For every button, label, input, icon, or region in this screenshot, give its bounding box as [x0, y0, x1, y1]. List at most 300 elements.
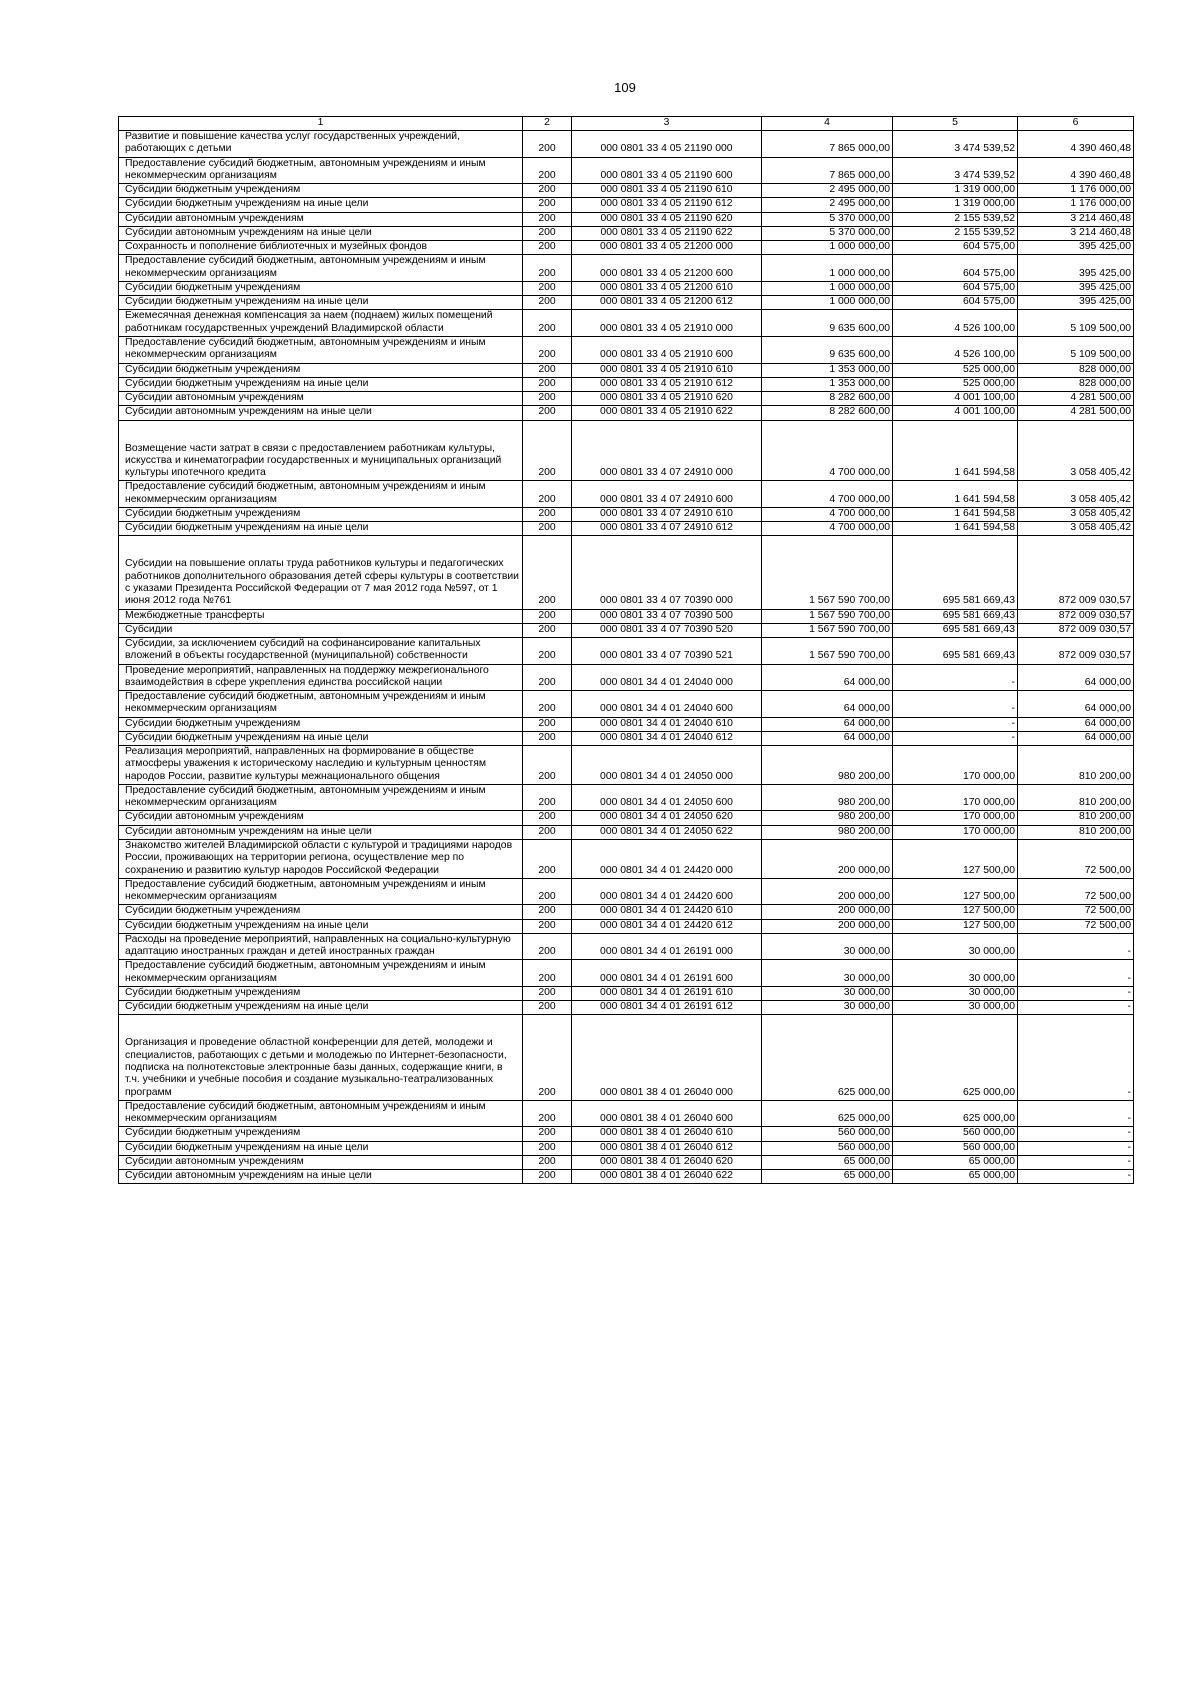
column-header-2: 2 — [523, 117, 572, 131]
row-line-code-cell: 200 — [523, 131, 572, 158]
table-row — [119, 905, 1134, 919]
row-executed-cell: 1 319 000,00 — [893, 184, 1018, 198]
row-budget-code-cell: 000 0801 34 4 01 24420 610 — [572, 905, 762, 919]
table-body — [119, 131, 1134, 1184]
row-line-code-cell: 200 — [523, 960, 572, 987]
row-remaining-cell: 4 390 460,48 — [1018, 157, 1134, 184]
row-line-code-cell: 200 — [523, 811, 572, 825]
row-executed-cell: 170 000,00 — [893, 811, 1018, 825]
row-name-cell: Предоставление субсидий бюджетным, автономным учреждениям и иным некоммерческим организациям — [119, 481, 523, 508]
row-executed-cell: 3 474 539,52 — [893, 131, 1018, 158]
row-line-code-cell: 200 — [523, 157, 572, 184]
row-approved-cell: 7 865 000,00 — [762, 131, 893, 158]
row-approved-cell: 9 635 600,00 — [762, 336, 893, 363]
row-remaining-cell: - — [1018, 1155, 1134, 1169]
row-executed-cell: 625 000,00 — [893, 1100, 1018, 1127]
table-row — [119, 1141, 1134, 1155]
row-budget-code-cell: 000 0801 33 4 05 21190 600 — [572, 157, 762, 184]
row-approved-cell: 2 495 000,00 — [762, 184, 893, 198]
row-executed-cell: 4 001 100,00 — [893, 406, 1018, 420]
table-row — [119, 717, 1134, 731]
row-name-cell: Субсидии автономным учреждениям — [119, 392, 523, 406]
table-row — [119, 420, 1134, 481]
row-remaining-cell: - — [1018, 986, 1134, 1000]
row-name-cell: Субсидии на повышение оплаты труда работников культуры и педагогических работников дополнительного образования детей сферы культуры в соответствии с указами Президента Российской Федерации от 7 мая 2012 года №597, от 1 июня 2012 года №761 — [119, 536, 523, 609]
row-executed-cell: 65 000,00 — [893, 1155, 1018, 1169]
row-budget-code-cell: 000 0801 33 4 07 24910 600 — [572, 481, 762, 508]
row-approved-cell: 980 200,00 — [762, 784, 893, 811]
row-executed-cell: 127 500,00 — [893, 919, 1018, 933]
row-budget-code-cell: 000 0801 34 4 01 24420 600 — [572, 878, 762, 905]
row-name-cell: Ежемесячная денежная компенсация за наем (поднаем) жилых помещений работникам государственных учреждений Владимирской области — [119, 310, 523, 337]
row-budget-code-cell: 000 0801 33 4 05 21200 000 — [572, 241, 762, 255]
row-line-code-cell: 200 — [523, 1155, 572, 1169]
table-row — [119, 281, 1134, 295]
row-line-code-cell: 200 — [523, 986, 572, 1000]
row-line-code-cell: 200 — [523, 1001, 572, 1015]
row-budget-code-cell: 000 0801 34 4 01 24420 000 — [572, 840, 762, 879]
table-row — [119, 1100, 1134, 1127]
row-budget-code-cell: 000 0801 33 4 05 21910 610 — [572, 363, 762, 377]
row-line-code-cell: 200 — [523, 1141, 572, 1155]
row-approved-cell: 8 282 600,00 — [762, 406, 893, 420]
table-row — [119, 1001, 1134, 1015]
row-name-cell: Расходы на проведение мероприятий, направленных на социально-культурную адаптацию иностранных граждан и детей иностранных граждан — [119, 933, 523, 960]
row-executed-cell: 1 641 594,58 — [893, 420, 1018, 481]
row-approved-cell: 64 000,00 — [762, 731, 893, 745]
row-line-code-cell: 200 — [523, 746, 572, 785]
row-budget-code-cell: 000 0801 33 4 07 70390 500 — [572, 609, 762, 623]
row-budget-code-cell: 000 0801 33 4 05 21910 000 — [572, 310, 762, 337]
table-row — [119, 184, 1134, 198]
row-line-code-cell: 200 — [523, 377, 572, 391]
row-name-cell: Субсидии бюджетным учреждениям на иные цели — [119, 919, 523, 933]
row-approved-cell: 30 000,00 — [762, 1001, 893, 1015]
table-row — [119, 406, 1134, 420]
row-remaining-cell: 810 200,00 — [1018, 784, 1134, 811]
row-name-cell: Субсидии бюджетным учреждениям — [119, 717, 523, 731]
row-name-cell: Предоставление субсидий бюджетным, автономным учреждениям и иным некоммерческим организациям — [119, 1100, 523, 1127]
row-remaining-cell: 3 058 405,42 — [1018, 507, 1134, 521]
row-executed-cell: 1 641 594,58 — [893, 507, 1018, 521]
row-executed-cell: - — [893, 731, 1018, 745]
row-budget-code-cell: 000 0801 33 4 05 21190 610 — [572, 184, 762, 198]
row-remaining-cell: 5 109 500,00 — [1018, 336, 1134, 363]
row-executed-cell: 2 155 539,52 — [893, 226, 1018, 240]
row-line-code-cell: 200 — [523, 392, 572, 406]
row-remaining-cell: 5 109 500,00 — [1018, 310, 1134, 337]
row-remaining-cell: 395 425,00 — [1018, 281, 1134, 295]
row-remaining-cell: 72 500,00 — [1018, 840, 1134, 879]
row-budget-code-cell: 000 0801 34 4 01 26191 600 — [572, 960, 762, 987]
row-line-code-cell: 200 — [523, 281, 572, 295]
row-name-cell: Субсидии — [119, 623, 523, 637]
row-remaining-cell: 64 000,00 — [1018, 664, 1134, 691]
row-executed-cell: 1 319 000,00 — [893, 198, 1018, 212]
row-budget-code-cell: 000 0801 33 4 05 21190 622 — [572, 226, 762, 240]
row-remaining-cell: 1 176 000,00 — [1018, 198, 1134, 212]
row-executed-cell: 604 575,00 — [893, 255, 1018, 282]
row-budget-code-cell: 000 0801 38 4 01 26040 600 — [572, 1100, 762, 1127]
row-line-code-cell: 200 — [523, 241, 572, 255]
row-budget-code-cell: 000 0801 34 4 01 26191 610 — [572, 986, 762, 1000]
row-budget-code-cell: 000 0801 38 4 01 26040 622 — [572, 1170, 762, 1184]
row-line-code-cell: 200 — [523, 184, 572, 198]
row-name-cell: Проведение мероприятий, направленных на поддержку межрегионального взаимодействия в сфере укрепления единства российской нации — [119, 664, 523, 691]
row-remaining-cell: - — [1018, 1001, 1134, 1015]
row-line-code-cell: 200 — [523, 406, 572, 420]
row-approved-cell: 1 000 000,00 — [762, 281, 893, 295]
row-approved-cell: 5 370 000,00 — [762, 212, 893, 226]
row-approved-cell: 625 000,00 — [762, 1015, 893, 1100]
row-budget-code-cell: 000 0801 34 4 01 24040 610 — [572, 717, 762, 731]
row-name-cell: Знакомство жителей Владимирской области с культурой и традициями народов России, проживающих на территории региона, осуществление мер по сохранению и развитию культур народов Российской Федерации — [119, 840, 523, 879]
row-name-cell: Субсидии автономным учреждениям на иные цели — [119, 1170, 523, 1184]
row-remaining-cell: - — [1018, 1100, 1134, 1127]
row-approved-cell: 65 000,00 — [762, 1170, 893, 1184]
row-remaining-cell: 4 390 460,48 — [1018, 131, 1134, 158]
row-approved-cell: 4 700 000,00 — [762, 522, 893, 536]
table-row — [119, 731, 1134, 745]
row-line-code-cell: 200 — [523, 522, 572, 536]
row-budget-code-cell: 000 0801 33 4 07 70390 521 — [572, 638, 762, 665]
table-row — [119, 811, 1134, 825]
row-remaining-cell: 872 009 030,57 — [1018, 623, 1134, 637]
row-name-cell: Субсидии бюджетным учреждениям — [119, 1127, 523, 1141]
row-budget-code-cell: 000 0801 33 4 07 70390 520 — [572, 623, 762, 637]
row-budget-code-cell: 000 0801 33 4 07 70390 000 — [572, 536, 762, 609]
row-approved-cell: 1 000 000,00 — [762, 241, 893, 255]
row-line-code-cell: 200 — [523, 691, 572, 718]
row-approved-cell: 200 000,00 — [762, 840, 893, 879]
row-budget-code-cell: 000 0801 33 4 05 21190 620 — [572, 212, 762, 226]
row-executed-cell: 560 000,00 — [893, 1127, 1018, 1141]
row-remaining-cell: 872 009 030,57 — [1018, 638, 1134, 665]
column-header-6: 6 — [1018, 117, 1134, 131]
row-approved-cell: 1 353 000,00 — [762, 363, 893, 377]
row-remaining-cell: - — [1018, 1141, 1134, 1155]
row-budget-code-cell: 000 0801 33 4 05 21190 612 — [572, 198, 762, 212]
row-approved-cell: 200 000,00 — [762, 905, 893, 919]
row-remaining-cell: 872 009 030,57 — [1018, 536, 1134, 609]
table-row — [119, 296, 1134, 310]
row-approved-cell: 625 000,00 — [762, 1100, 893, 1127]
table-row — [119, 933, 1134, 960]
table-row — [119, 392, 1134, 406]
row-budget-code-cell: 000 0801 34 4 01 24040 000 — [572, 664, 762, 691]
row-budget-code-cell: 000 0801 33 4 07 24910 612 — [572, 522, 762, 536]
table-row — [119, 664, 1134, 691]
row-executed-cell: 1 641 594,58 — [893, 481, 1018, 508]
table-row — [119, 198, 1134, 212]
row-executed-cell: 127 500,00 — [893, 905, 1018, 919]
row-line-code-cell: 200 — [523, 1100, 572, 1127]
row-executed-cell: 604 575,00 — [893, 281, 1018, 295]
row-name-cell: Субсидии бюджетным учреждениям — [119, 184, 523, 198]
row-remaining-cell: 64 000,00 — [1018, 717, 1134, 731]
row-executed-cell: 695 581 669,43 — [893, 638, 1018, 665]
column-header-4: 4 — [762, 117, 893, 131]
table-row — [119, 623, 1134, 637]
table-row — [119, 960, 1134, 987]
row-remaining-cell: 3 214 460,48 — [1018, 226, 1134, 240]
row-remaining-cell: 395 425,00 — [1018, 241, 1134, 255]
table-row — [119, 1127, 1134, 1141]
row-remaining-cell: 72 500,00 — [1018, 919, 1134, 933]
row-name-cell: Субсидии автономным учреждениям на иные цели — [119, 406, 523, 420]
row-name-cell: Предоставление субсидий бюджетным, автономным учреждениям и иным некоммерческим организациям — [119, 336, 523, 363]
column-header-1: 1 — [119, 117, 523, 131]
row-name-cell: Субсидии автономным учреждениям на иные цели — [119, 226, 523, 240]
table-row — [119, 609, 1134, 623]
row-approved-cell: 980 200,00 — [762, 811, 893, 825]
row-line-code-cell: 200 — [523, 310, 572, 337]
table-row — [119, 377, 1134, 391]
row-name-cell: Предоставление субсидий бюджетным, автономным учреждениям и иным некоммерческим организациям — [119, 255, 523, 282]
row-remaining-cell: 64 000,00 — [1018, 731, 1134, 745]
row-name-cell: Субсидии автономным учреждениям — [119, 1155, 523, 1169]
table-row — [119, 691, 1134, 718]
row-name-cell: Сохранность и пополнение библиотечных и музейных фондов — [119, 241, 523, 255]
table-row — [119, 226, 1134, 240]
row-remaining-cell: 4 281 500,00 — [1018, 406, 1134, 420]
row-line-code-cell: 200 — [523, 717, 572, 731]
row-approved-cell: 30 000,00 — [762, 933, 893, 960]
row-budget-code-cell: 000 0801 34 4 01 26191 000 — [572, 933, 762, 960]
table-row — [119, 1015, 1134, 1100]
budget-execution-table — [118, 116, 1134, 1184]
row-executed-cell: 4 001 100,00 — [893, 392, 1018, 406]
row-executed-cell: - — [893, 691, 1018, 718]
row-remaining-cell: 3 058 405,42 — [1018, 522, 1134, 536]
row-name-cell: Реализация мероприятий, направленных на формирование в обществе атмосферы уважения к историческому наследию и культурным ценностям народов России, развитие культуры межнационального общения — [119, 746, 523, 785]
row-line-code-cell: 200 — [523, 664, 572, 691]
row-approved-cell: 980 200,00 — [762, 825, 893, 839]
row-name-cell: Предоставление субсидий бюджетным, автономным учреждениям и иным некоммерческим организациям — [119, 157, 523, 184]
row-approved-cell: 1 567 590 700,00 — [762, 623, 893, 637]
row-executed-cell: 30 000,00 — [893, 1001, 1018, 1015]
row-executed-cell: 170 000,00 — [893, 784, 1018, 811]
row-executed-cell: 525 000,00 — [893, 363, 1018, 377]
row-remaining-cell: 3 058 405,42 — [1018, 420, 1134, 481]
table-row — [119, 481, 1134, 508]
row-name-cell: Субсидии бюджетным учреждениям — [119, 905, 523, 919]
row-remaining-cell: 72 500,00 — [1018, 878, 1134, 905]
row-executed-cell: 127 500,00 — [893, 840, 1018, 879]
row-approved-cell: 64 000,00 — [762, 717, 893, 731]
row-line-code-cell: 200 — [523, 255, 572, 282]
row-name-cell: Субсидии, за исключением субсидий на софинансирование капитальных вложений в объекты государственной (муниципальной) собственности — [119, 638, 523, 665]
row-remaining-cell: 72 500,00 — [1018, 905, 1134, 919]
row-remaining-cell: 810 200,00 — [1018, 746, 1134, 785]
row-executed-cell: 170 000,00 — [893, 825, 1018, 839]
row-line-code-cell: 200 — [523, 878, 572, 905]
row-executed-cell: 525 000,00 — [893, 377, 1018, 391]
row-remaining-cell: 1 176 000,00 — [1018, 184, 1134, 198]
row-remaining-cell: 4 281 500,00 — [1018, 392, 1134, 406]
row-line-code-cell: 200 — [523, 1127, 572, 1141]
row-line-code-cell: 200 — [523, 296, 572, 310]
row-budget-code-cell: 000 0801 34 4 01 24420 612 — [572, 919, 762, 933]
row-name-cell: Субсидии автономным учреждениям — [119, 811, 523, 825]
row-approved-cell: 30 000,00 — [762, 960, 893, 987]
row-name-cell: Межбюджетные трансферты — [119, 609, 523, 623]
row-name-cell: Субсидии бюджетным учреждениям на иные цели — [119, 1001, 523, 1015]
row-name-cell: Субсидии бюджетным учреждениям на иные цели — [119, 522, 523, 536]
row-line-code-cell: 200 — [523, 420, 572, 481]
table-row — [119, 746, 1134, 785]
row-line-code-cell: 200 — [523, 536, 572, 609]
row-executed-cell: 695 581 669,43 — [893, 609, 1018, 623]
row-remaining-cell: 395 425,00 — [1018, 296, 1134, 310]
row-executed-cell: 127 500,00 — [893, 878, 1018, 905]
row-budget-code-cell: 000 0801 38 4 01 26040 612 — [572, 1141, 762, 1155]
row-budget-code-cell: 000 0801 33 4 05 21190 000 — [572, 131, 762, 158]
row-name-cell: Субсидии бюджетным учреждениям на иные цели — [119, 198, 523, 212]
table-row — [119, 919, 1134, 933]
row-approved-cell: 9 635 600,00 — [762, 310, 893, 337]
table-row — [119, 1155, 1134, 1169]
table-row — [119, 522, 1134, 536]
row-budget-code-cell: 000 0801 34 4 01 24050 600 — [572, 784, 762, 811]
table-row — [119, 507, 1134, 521]
row-name-cell: Субсидии бюджетным учреждениям — [119, 363, 523, 377]
row-remaining-cell: 828 000,00 — [1018, 363, 1134, 377]
row-remaining-cell: - — [1018, 1015, 1134, 1100]
row-remaining-cell: 828 000,00 — [1018, 377, 1134, 391]
row-budget-code-cell: 000 0801 33 4 05 21910 620 — [572, 392, 762, 406]
row-approved-cell: 30 000,00 — [762, 986, 893, 1000]
row-line-code-cell: 200 — [523, 1170, 572, 1184]
row-budget-code-cell: 000 0801 34 4 01 26191 612 — [572, 1001, 762, 1015]
table-row — [119, 784, 1134, 811]
row-approved-cell: 1 000 000,00 — [762, 255, 893, 282]
row-approved-cell: 560 000,00 — [762, 1127, 893, 1141]
table-row — [119, 638, 1134, 665]
row-budget-code-cell: 000 0801 34 4 01 24050 000 — [572, 746, 762, 785]
table-row — [119, 825, 1134, 839]
row-executed-cell: 604 575,00 — [893, 241, 1018, 255]
row-name-cell: Субсидии бюджетным учреждениям на иные цели — [119, 377, 523, 391]
row-remaining-cell: - — [1018, 1170, 1134, 1184]
row-name-cell: Предоставление субсидий бюджетным, автономным учреждениям и иным некоммерческим организациям — [119, 878, 523, 905]
row-name-cell: Субсидии бюджетным учреждениям — [119, 986, 523, 1000]
row-executed-cell: - — [893, 717, 1018, 731]
table-row — [119, 336, 1134, 363]
row-budget-code-cell: 000 0801 33 4 05 21910 612 — [572, 377, 762, 391]
row-budget-code-cell: 000 0801 33 4 05 21200 610 — [572, 281, 762, 295]
row-executed-cell: 695 581 669,43 — [893, 536, 1018, 609]
row-approved-cell: 7 865 000,00 — [762, 157, 893, 184]
row-remaining-cell: 3 058 405,42 — [1018, 481, 1134, 508]
row-approved-cell: 4 700 000,00 — [762, 420, 893, 481]
table-row — [119, 241, 1134, 255]
row-budget-code-cell: 000 0801 38 4 01 26040 000 — [572, 1015, 762, 1100]
row-executed-cell: 1 641 594,58 — [893, 522, 1018, 536]
row-executed-cell: - — [893, 664, 1018, 691]
row-executed-cell: 65 000,00 — [893, 1170, 1018, 1184]
row-line-code-cell: 200 — [523, 731, 572, 745]
row-executed-cell: 30 000,00 — [893, 933, 1018, 960]
row-name-cell: Субсидии бюджетным учреждениям на иные цели — [119, 296, 523, 310]
row-approved-cell: 1 353 000,00 — [762, 377, 893, 391]
row-executed-cell: 695 581 669,43 — [893, 623, 1018, 637]
row-line-code-cell: 200 — [523, 784, 572, 811]
row-budget-code-cell: 000 0801 38 4 01 26040 620 — [572, 1155, 762, 1169]
table-row — [119, 157, 1134, 184]
table-row — [119, 986, 1134, 1000]
row-line-code-cell: 200 — [523, 933, 572, 960]
row-remaining-cell: 395 425,00 — [1018, 255, 1134, 282]
row-name-cell: Субсидии бюджетным учреждениям — [119, 507, 523, 521]
row-remaining-cell: - — [1018, 1127, 1134, 1141]
table-row — [119, 536, 1134, 609]
table-row — [119, 212, 1134, 226]
column-header-5: 5 — [893, 117, 1018, 131]
row-line-code-cell: 200 — [523, 363, 572, 377]
row-name-cell: Субсидии бюджетным учреждениям на иные цели — [119, 1141, 523, 1155]
row-executed-cell: 560 000,00 — [893, 1141, 1018, 1155]
table-row — [119, 255, 1134, 282]
row-name-cell: Субсидии автономным учреждениям — [119, 212, 523, 226]
row-approved-cell: 64 000,00 — [762, 691, 893, 718]
row-budget-code-cell: 000 0801 33 4 05 21910 622 — [572, 406, 762, 420]
row-name-cell: Предоставление субсидий бюджетным, автономным учреждениям и иным некоммерческим организациям — [119, 784, 523, 811]
row-line-code-cell: 200 — [523, 919, 572, 933]
row-budget-code-cell: 000 0801 34 4 01 24040 612 — [572, 731, 762, 745]
row-name-cell: Развитие и повышение качества услуг государственных учреждений, работающих с детьми — [119, 131, 523, 158]
table-row — [119, 840, 1134, 879]
row-approved-cell: 980 200,00 — [762, 746, 893, 785]
row-executed-cell: 4 526 100,00 — [893, 310, 1018, 337]
row-line-code-cell: 200 — [523, 198, 572, 212]
row-line-code-cell: 200 — [523, 623, 572, 637]
row-budget-code-cell: 000 0801 33 4 05 21200 612 — [572, 296, 762, 310]
row-executed-cell: 4 526 100,00 — [893, 336, 1018, 363]
table-row — [119, 310, 1134, 337]
row-line-code-cell: 200 — [523, 905, 572, 919]
column-header-3: 3 — [572, 117, 762, 131]
row-remaining-cell: 64 000,00 — [1018, 691, 1134, 718]
row-approved-cell: 5 370 000,00 — [762, 226, 893, 240]
row-budget-code-cell: 000 0801 33 4 05 21910 600 — [572, 336, 762, 363]
row-name-cell: Организация и проведение областной конференции для детей, молодежи и специалистов, работающих с детьми и молодежью по Интернет-безопасности, подписка на полнотекстовые электронные базы данных, содержащие книги, в т.ч. учебники и учебные пособия и создание музыкально-театрализованных программ — [119, 1015, 523, 1100]
row-approved-cell: 65 000,00 — [762, 1155, 893, 1169]
row-approved-cell: 4 700 000,00 — [762, 507, 893, 521]
row-executed-cell: 604 575,00 — [893, 296, 1018, 310]
row-approved-cell: 560 000,00 — [762, 1141, 893, 1155]
row-remaining-cell: 810 200,00 — [1018, 825, 1134, 839]
table-row — [119, 363, 1134, 377]
row-approved-cell: 1 567 590 700,00 — [762, 638, 893, 665]
row-remaining-cell: 810 200,00 — [1018, 811, 1134, 825]
row-name-cell: Предоставление субсидий бюджетным, автономным учреждениям и иным некоммерческим организациям — [119, 691, 523, 718]
row-remaining-cell: 3 214 460,48 — [1018, 212, 1134, 226]
row-line-code-cell: 200 — [523, 840, 572, 879]
row-budget-code-cell: 000 0801 33 4 05 21200 600 — [572, 255, 762, 282]
row-remaining-cell: - — [1018, 960, 1134, 987]
row-executed-cell: 3 474 539,52 — [893, 157, 1018, 184]
row-name-cell: Субсидии автономным учреждениям на иные цели — [119, 825, 523, 839]
table-row — [119, 1170, 1134, 1184]
row-approved-cell: 4 700 000,00 — [762, 481, 893, 508]
row-budget-code-cell: 000 0801 38 4 01 26040 610 — [572, 1127, 762, 1141]
row-budget-code-cell: 000 0801 34 4 01 24050 620 — [572, 811, 762, 825]
column-number-row — [119, 117, 1134, 131]
row-remaining-cell: 872 009 030,57 — [1018, 609, 1134, 623]
row-remaining-cell: - — [1018, 933, 1134, 960]
row-executed-cell: 625 000,00 — [893, 1015, 1018, 1100]
